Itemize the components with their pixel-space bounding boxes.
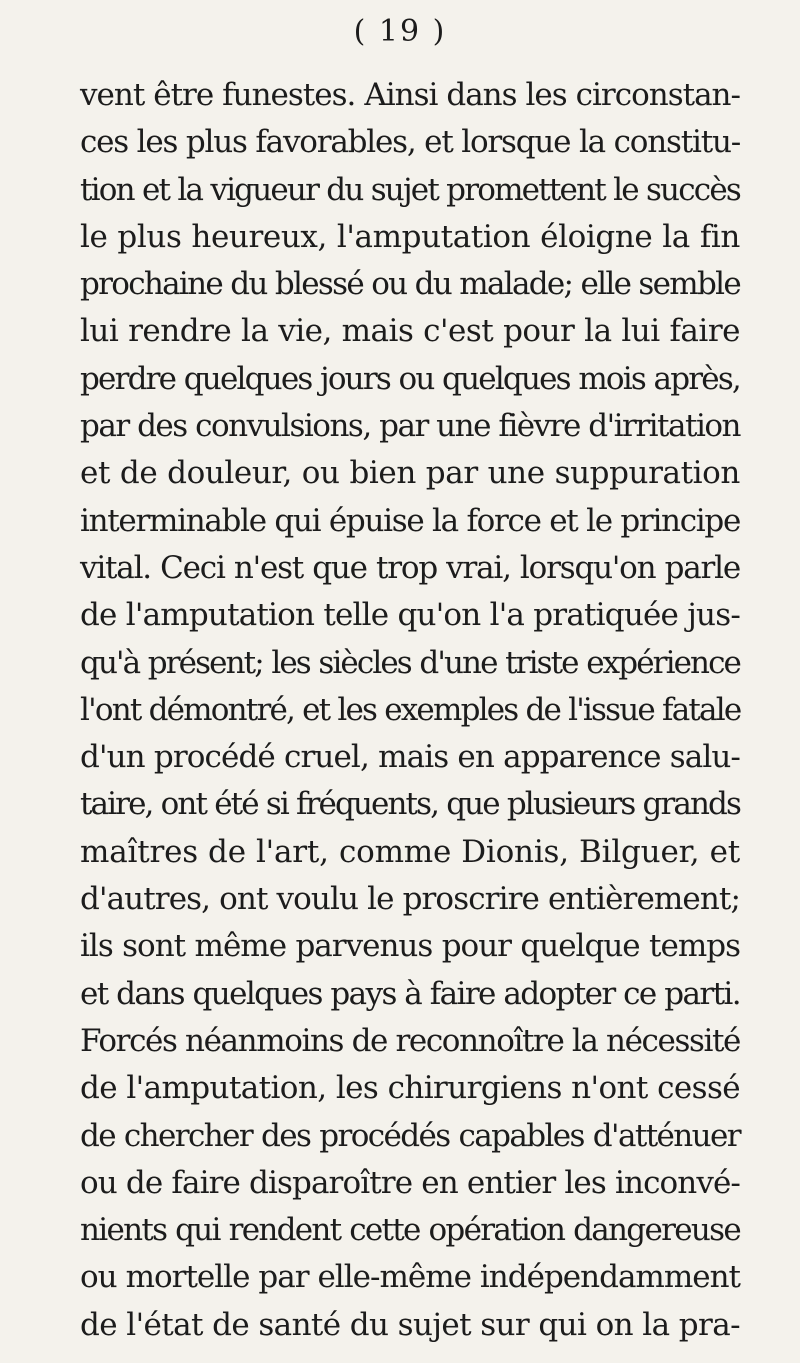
text-line: de chercher des procédés capables d'atténuer	[80, 1117, 740, 1154]
text-line: vital. Ceci n'est que trop vrai, lorsqu'on parle	[80, 549, 740, 586]
text-line: maîtres de l'art, comme Dionis, Bilguer, et	[80, 833, 740, 870]
text-line: et de douleur, ou bien par une suppuration	[80, 455, 740, 492]
text-line: tion et la vigueur du sujet promettent le succès	[80, 171, 740, 208]
text-line: Forcés néanmoins de reconnoître la nécessité	[80, 1022, 740, 1059]
body-text	[80, 72, 740, 1349]
text-line: de l'état de santé du sujet sur qui on la pra-	[80, 1306, 740, 1343]
text-line: taire, ont été si fréquents, que plusieurs grands	[80, 786, 740, 823]
text-line: ou mortelle par elle-même indépendamment	[80, 1259, 740, 1296]
text-line: le plus heureux, l'amputation éloigne la fin	[80, 218, 740, 255]
text-line: ces les plus favorables, et lorsque la constitu-	[80, 124, 740, 161]
text-line: lui rendre la vie, mais c'est pour la lui faire	[80, 313, 740, 350]
text-line: par des convulsions, par une fièvre d'irritation	[80, 408, 740, 445]
page-number: ( 19 )	[353, 14, 447, 49]
text-line: interminable qui épuise la force et le principe	[80, 502, 740, 539]
text-line: prochaine du blessé ou du malade; elle semble	[80, 266, 740, 303]
text-line: nients qui rendent cette opération dangereuse	[80, 1212, 740, 1249]
text-line: et dans quelques pays à faire adopter ce parti.	[80, 975, 740, 1012]
text-line: ou de faire disparoître en entier les inconvé-	[80, 1164, 740, 1201]
text-line: de l'amputation telle qu'on l'a pratiquée jus-	[80, 597, 740, 634]
text-line: de l'amputation, les chirurgiens n'ont cessé	[80, 1070, 740, 1107]
text-line: d'un procédé cruel, mais en apparence salu-	[80, 739, 740, 776]
text-line: d'autres, ont voulu le proscrire entièrement;	[80, 881, 740, 918]
text-line: qu'à présent; les siècles d'une triste expérience	[80, 644, 740, 681]
text-line: perdre quelques jours ou quelques mois après,	[80, 360, 740, 397]
text-line: ils sont même parvenus pour quelque temps	[80, 928, 740, 965]
text-line: vent être funestes. Ainsi dans les circonstan-	[80, 77, 740, 113]
text-line: l'ont démontré, et les exemples de l'issue fatale	[80, 691, 741, 728]
